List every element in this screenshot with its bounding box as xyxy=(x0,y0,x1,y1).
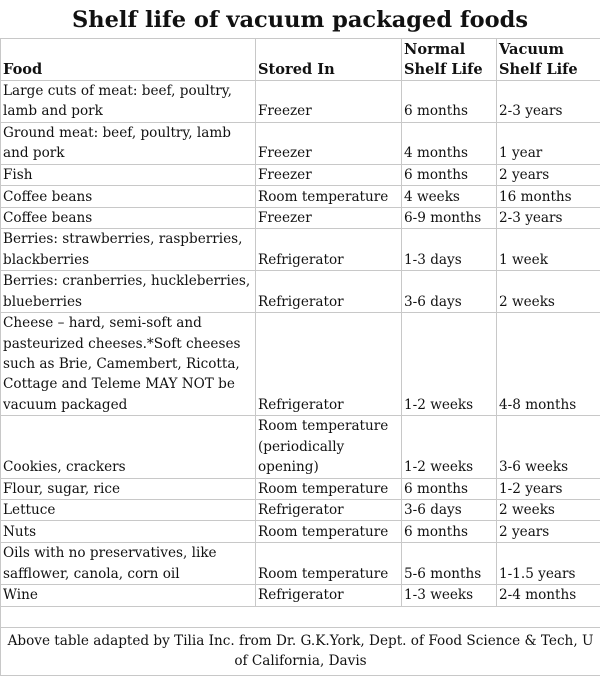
table-row xyxy=(1,521,600,543)
cell-stored-in: Freezer xyxy=(256,122,402,164)
cell-vacuum: 2 weeks xyxy=(497,499,600,520)
cell-stored-in: Room temperature (periodically opening) xyxy=(256,416,402,478)
shelf-life-table xyxy=(0,38,600,676)
cell-stored-in: Refrigerator xyxy=(256,499,402,520)
table-row xyxy=(1,585,600,606)
cell-normal: 3-6 days xyxy=(402,499,497,520)
table-row xyxy=(1,122,600,164)
table-row xyxy=(1,81,600,123)
table-row xyxy=(1,499,600,520)
header-normal-line1: Normal xyxy=(404,41,465,58)
table-row xyxy=(1,416,600,478)
table-row xyxy=(1,313,600,416)
table-row xyxy=(1,208,600,229)
cell-normal: 6 months xyxy=(402,478,497,499)
cell-food: Berries: strawberries, raspberries, blackberries xyxy=(1,229,256,271)
cell-vacuum: 3-6 weeks xyxy=(497,416,600,478)
table-row xyxy=(1,543,600,585)
cell-food: Ground meat: beef, poultry, lamb and pork xyxy=(1,122,256,164)
cell-normal: 4 months xyxy=(402,122,497,164)
cell-food: Coffee beans xyxy=(1,208,256,229)
cell-normal: 4 weeks xyxy=(402,186,497,208)
cell-stored-in: Refrigerator xyxy=(256,313,402,416)
cell-normal: 3-6 days xyxy=(402,271,497,313)
cell-normal: 6-9 months xyxy=(402,208,497,229)
header-vacuum-line1: Vacuum xyxy=(499,41,564,58)
table-row xyxy=(1,271,600,313)
cell-normal: 1-3 weeks xyxy=(402,585,497,606)
cell-food: Oils with no preservatives, like safflower, canola, corn oil xyxy=(1,543,256,585)
header-vacuum-line2: Shelf Life xyxy=(499,61,578,78)
table-row xyxy=(1,186,600,208)
cell-vacuum: 1 week xyxy=(497,229,600,271)
cell-vacuum: 4-8 months xyxy=(497,313,600,416)
header-vacuum-shelf-life xyxy=(497,39,600,81)
cell-vacuum: 1 year xyxy=(497,122,600,164)
cell-vacuum: 2-3 years xyxy=(497,81,600,123)
table-footnote: Above table adapted by Tilia Inc. from Dr. G.K.York, Dept. of Food Science & Tech, U of California, Davis xyxy=(1,627,600,675)
cell-stored-in: Room temperature xyxy=(256,543,402,585)
cell-food: Cheese – hard, semi-soft and pasteurized cheeses.*Soft cheeses such as Brie, Camembert, Ricotta, Cottage and Teleme MAY NOT be vacuum packaged xyxy=(1,313,256,416)
spacer-cell xyxy=(1,606,600,627)
cell-food: Coffee beans xyxy=(1,186,256,208)
cell-vacuum: 1-1.5 years xyxy=(497,543,600,585)
cell-vacuum: 2 years xyxy=(497,164,600,185)
header-food: Food xyxy=(1,39,256,81)
cell-food: Wine xyxy=(1,585,256,606)
cell-food: Fish xyxy=(1,164,256,185)
table-row xyxy=(1,164,600,185)
page-title: Shelf life of vacuum packaged foods xyxy=(0,0,600,38)
cell-stored-in: Freezer xyxy=(256,81,402,123)
cell-normal: 6 months xyxy=(402,164,497,185)
cell-food: Lettuce xyxy=(1,499,256,520)
cell-food: Berries: cranberries, huckleberries, blueberries xyxy=(1,271,256,313)
cell-vacuum: 2-3 years xyxy=(497,208,600,229)
cell-food: Cookies, crackers xyxy=(1,416,256,478)
cell-normal: 6 months xyxy=(402,521,497,543)
cell-food: Nuts xyxy=(1,521,256,543)
cell-food: Flour, sugar, rice xyxy=(1,478,256,499)
cell-vacuum: 2 weeks xyxy=(497,271,600,313)
cell-normal: 5-6 months xyxy=(402,543,497,585)
cell-vacuum: 16 months xyxy=(497,186,600,208)
cell-vacuum: 2 years xyxy=(497,521,600,543)
spacer-row xyxy=(1,606,600,627)
cell-stored-in: Room temperature xyxy=(256,521,402,543)
table-row xyxy=(1,229,600,271)
cell-stored-in: Freezer xyxy=(256,208,402,229)
cell-stored-in: Freezer xyxy=(256,164,402,185)
footer-row xyxy=(1,627,600,675)
table-row xyxy=(1,478,600,499)
cell-stored-in: Room temperature xyxy=(256,478,402,499)
cell-food: Large cuts of meat: beef, poultry, lamb and pork xyxy=(1,81,256,123)
cell-stored-in: Room temperature xyxy=(256,186,402,208)
cell-normal: 1-2 weeks xyxy=(402,416,497,478)
cell-stored-in: Refrigerator xyxy=(256,585,402,606)
cell-normal: 6 months xyxy=(402,81,497,123)
header-normal-shelf-life xyxy=(402,39,497,81)
cell-vacuum: 1-2 years xyxy=(497,478,600,499)
cell-vacuum: 2-4 months xyxy=(497,585,600,606)
cell-normal: 1-2 weeks xyxy=(402,313,497,416)
header-normal-line2: Shelf Life xyxy=(404,61,483,78)
cell-normal: 1-3 days xyxy=(402,229,497,271)
cell-stored-in: Refrigerator xyxy=(256,229,402,271)
table-header-row xyxy=(1,39,600,81)
header-stored-in: Stored In xyxy=(256,39,402,81)
cell-stored-in: Refrigerator xyxy=(256,271,402,313)
